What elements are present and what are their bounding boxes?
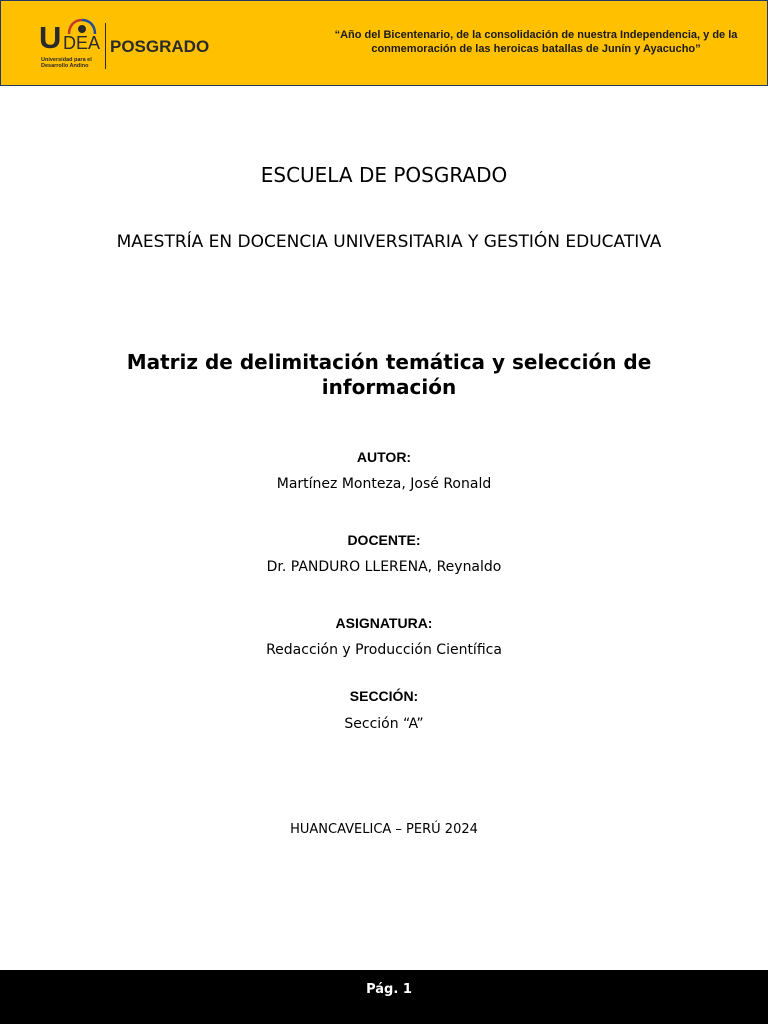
section-label: SECCIÓN: [349, 688, 419, 704]
school-name: ESCUELA DE POSGRADO [260, 163, 508, 187]
logo-divider [105, 23, 106, 69]
logo-subtitle: Universidad para el Desarrollo Andino [41, 57, 92, 69]
subject-label: ASIGNATURA: [335, 615, 433, 631]
logo-brand: POSGRADO [110, 37, 210, 56]
teacher-value: Dr. PANDURO LLERENA, Reynaldo [266, 559, 502, 575]
footer-band [0, 970, 768, 1024]
program-name: MAESTRÍA EN DOCENCIA UNIVERSITARIA Y GESTIÓN EDUCATIVA [116, 232, 662, 252]
header-quote: “Año del Bicentenario, de la consolidación de nuestra Independencia, y de la conmemoración de las heroicas batallas de Junín y Ayacucho” [334, 29, 738, 55]
logo-letter: U [39, 20, 62, 55]
document-title: Matriz de delimitación temática y selección de información [126, 350, 652, 399]
logo-name: DEA [63, 33, 101, 53]
author-label: AUTOR: [356, 449, 412, 465]
page-number: Pág. 1 [366, 982, 412, 997]
section-value: Sección “A” [344, 716, 424, 732]
author-value: Martínez Monteza, José Ronald [276, 476, 492, 492]
udea-posgrado-logo [39, 19, 229, 71]
header-band [0, 0, 768, 86]
teacher-label: DOCENTE: [347, 532, 421, 548]
city-year: HUANCAVELICA – PERÚ 2024 [290, 822, 478, 837]
subject-value: Redacción y Producción Científica [266, 642, 502, 658]
